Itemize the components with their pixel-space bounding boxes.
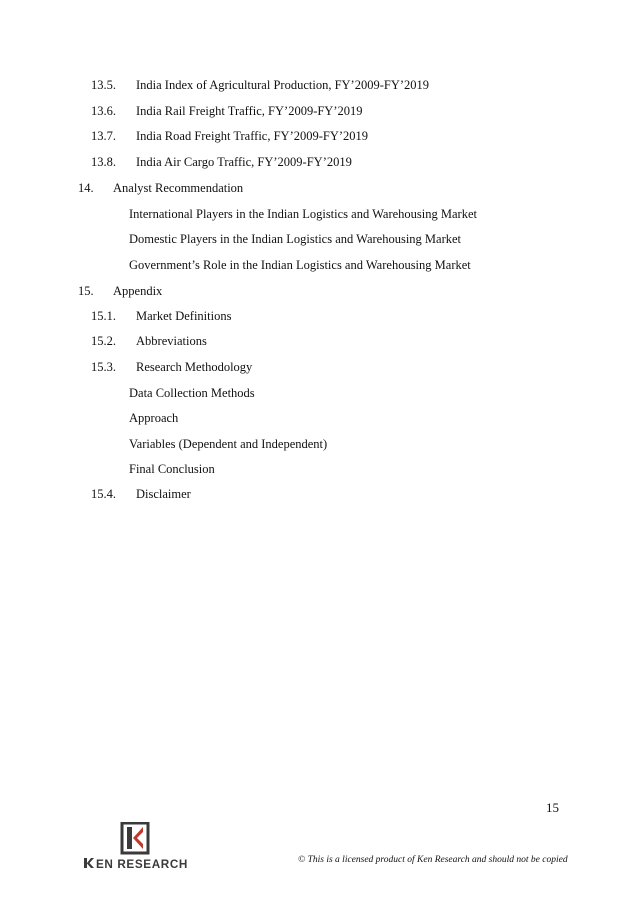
- toc-subentry-label: Data Collection Methods: [129, 386, 255, 400]
- toc-section-label: Appendix: [113, 284, 163, 298]
- toc-entry-label: India Road Freight Traffic, FY’2009-FY’2019: [136, 129, 369, 143]
- toc-entry-label: India Air Cargo Traffic, FY’2009-FY’2019: [136, 155, 352, 169]
- ken-research-logo: [82, 822, 190, 872]
- toc-section-number: 14.: [78, 181, 94, 195]
- toc-subentry-label: Approach: [129, 411, 179, 425]
- toc-entry-number: 13.5.: [91, 78, 116, 92]
- toc-entry-label: India Index of Agricultural Production, FY’2009-FY’2019: [136, 78, 430, 92]
- toc-entry-number: 15.2.: [91, 334, 116, 348]
- toc-entry-label: Research Methodology: [136, 360, 253, 374]
- toc-subentry-label: Variables (Dependent and Independent): [129, 437, 328, 451]
- toc-entry-label: Market Definitions: [136, 309, 232, 323]
- svg-text:EN RESEARCH: EN RESEARCH: [96, 859, 188, 871]
- toc-entry-number: 13.7.: [91, 129, 116, 143]
- toc-entry-number: 13.6.: [91, 104, 116, 118]
- toc-entry-number: 15.3.: [91, 360, 116, 374]
- toc-entry-label: Abbreviations: [136, 334, 207, 348]
- toc-subentry-label: Final Conclusion: [129, 462, 215, 476]
- copyright-notice: © This is a licensed product of Ken Research and should not be copied: [298, 855, 568, 865]
- toc-subentry-label: Domestic Players in the Indian Logistics and Warehousing Market: [129, 232, 462, 246]
- toc-entry-number: 13.8.: [91, 155, 116, 169]
- toc-entry-label: India Rail Freight Traffic, FY’2009-FY’2019: [136, 104, 363, 118]
- ken-research-logo-mark: [82, 822, 190, 872]
- toc-entry-number: 15.4.: [91, 487, 116, 501]
- page-number: 15: [546, 800, 559, 815]
- toc-section-label: Analyst Recommendation: [113, 181, 244, 195]
- toc-subentry-label: Government’s Role in the Indian Logistics and Warehousing Market: [129, 258, 471, 272]
- toc-section-number: 15.: [78, 284, 94, 298]
- toc-entry-label: Disclaimer: [136, 487, 191, 501]
- toc-entry-number: 15.1.: [91, 309, 116, 323]
- toc-subentry-label: International Players in the Indian Logistics and Warehousing Market: [129, 207, 477, 221]
